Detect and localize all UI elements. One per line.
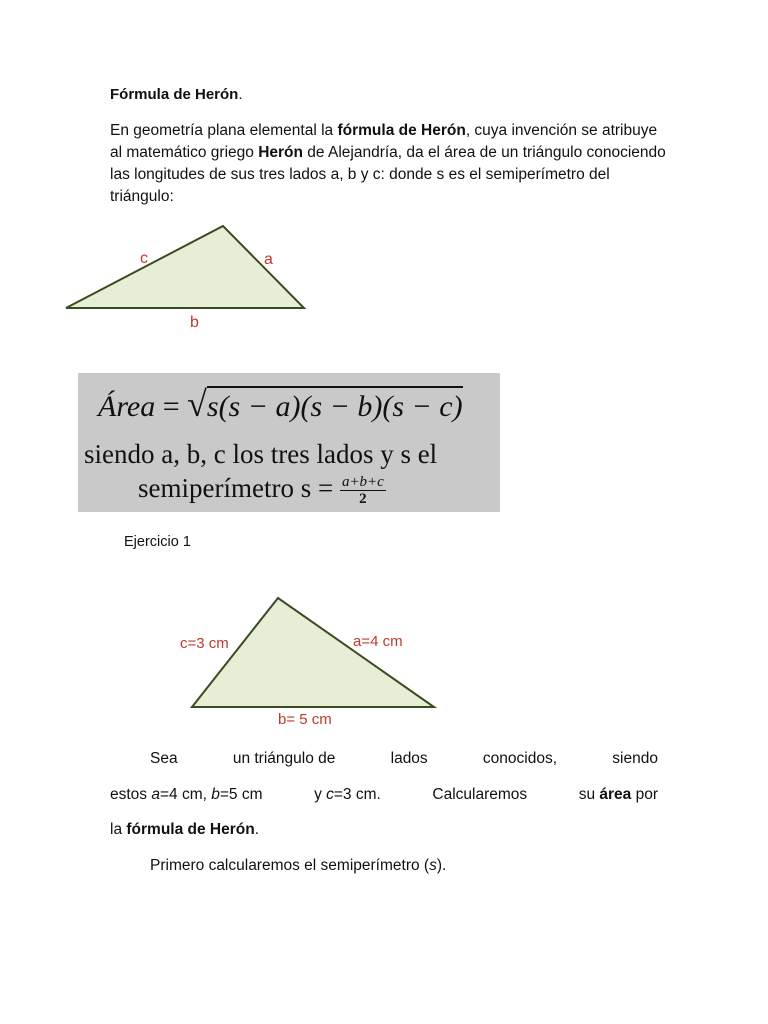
paragraph-line-4 — [150, 857, 446, 875]
formula-lhs: Área — [98, 390, 156, 423]
para2-var-a: a — [151, 786, 160, 803]
para1-word-3: lados — [390, 750, 428, 767]
triangle2-label-a: a=4 cm — [353, 633, 403, 650]
triangle-diagram-2 — [170, 590, 450, 730]
para2-bold-area: área — [599, 786, 632, 803]
para2-text-2: =4 cm, — [159, 786, 212, 803]
formula-fraction — [340, 474, 386, 507]
triangle2-label-c: c=3 cm — [180, 635, 229, 652]
para3-text-1: la — [110, 821, 127, 838]
document-title — [110, 86, 243, 103]
para3-text-2: . — [254, 821, 260, 838]
para2-text-6: su — [578, 786, 600, 803]
triangle1-label-b: b — [190, 314, 199, 331]
para2-group-2 — [314, 786, 381, 804]
para2-group-3 — [579, 786, 658, 804]
paragraph-line-1 — [150, 750, 658, 768]
paragraph-line-3 — [110, 821, 259, 839]
para4-text-2: ). — [436, 857, 447, 874]
title-bold: Fórmula de Herón — [110, 86, 239, 103]
formula-line-1 — [98, 383, 463, 425]
intro-paragraph — [110, 120, 670, 208]
para1-word-5: siendo — [612, 750, 658, 767]
para4-var-s: s — [429, 857, 437, 874]
para4-text-1: Primero calcularemos el semiperímetro ( — [150, 857, 430, 874]
intro-text-1: En geometría plana elemental la — [110, 122, 338, 139]
triangle1-label-a: a — [264, 251, 273, 268]
triangle-shape-2 — [192, 598, 434, 707]
para1-word-1: Sea — [150, 750, 178, 767]
formula-line-3 — [138, 473, 386, 507]
fraction-numerator: a+b+c — [341, 474, 384, 491]
intro-text-3: de Alejandría, da el área de un triángulo conociendo las longitudes de sus tres lados a, b y c: donde s es el semiperímetro del triángulo: — [110, 144, 666, 205]
para2-word-calcularemos: Calcularemos — [432, 786, 528, 803]
intro-bold-2: Herón — [258, 144, 303, 161]
para2-group-1 — [110, 786, 263, 804]
para2-text-1: estos — [110, 786, 152, 803]
para2-var-b: b — [211, 786, 220, 803]
title-suffix: . — [238, 86, 243, 103]
intro-bold-1: fórmula de Herón — [337, 122, 466, 139]
fraction-denominator: 2 — [359, 491, 367, 508]
formula-line-2: siendo a, b, c los tres lados y s el — [84, 439, 438, 469]
para2-text-5: =3 cm. — [333, 786, 381, 803]
para1-word-4: conocidos, — [482, 750, 558, 767]
intro-text-2: , cuya invención se atribuye al matemático griego — [110, 122, 658, 161]
formula-equals: = — [155, 390, 188, 423]
paragraph-line-2 — [110, 786, 658, 804]
para2-var-c: c — [326, 786, 334, 803]
formula-radicand: s(s − a)(s − b)(s − c) — [207, 386, 463, 423]
heron-formula-image — [78, 373, 500, 512]
para2-text-3: =5 cm — [219, 786, 263, 803]
para3-bold: fórmula de Herón — [126, 821, 255, 838]
exercise-title: Ejercicio 1 — [124, 534, 191, 550]
triangle-diagram-1 — [60, 220, 320, 335]
triangle1-label-c: c — [140, 250, 148, 267]
formula-semiperimeter: semiperímetro s = — [138, 473, 340, 503]
triangle2-label-b: b= 5 cm — [278, 711, 332, 728]
para2-text-4: y — [314, 786, 327, 803]
para2-text-7: por — [631, 786, 658, 803]
sqrt-symbol: √ — [187, 384, 207, 424]
para1-word-2: un triángulo de — [232, 750, 336, 767]
